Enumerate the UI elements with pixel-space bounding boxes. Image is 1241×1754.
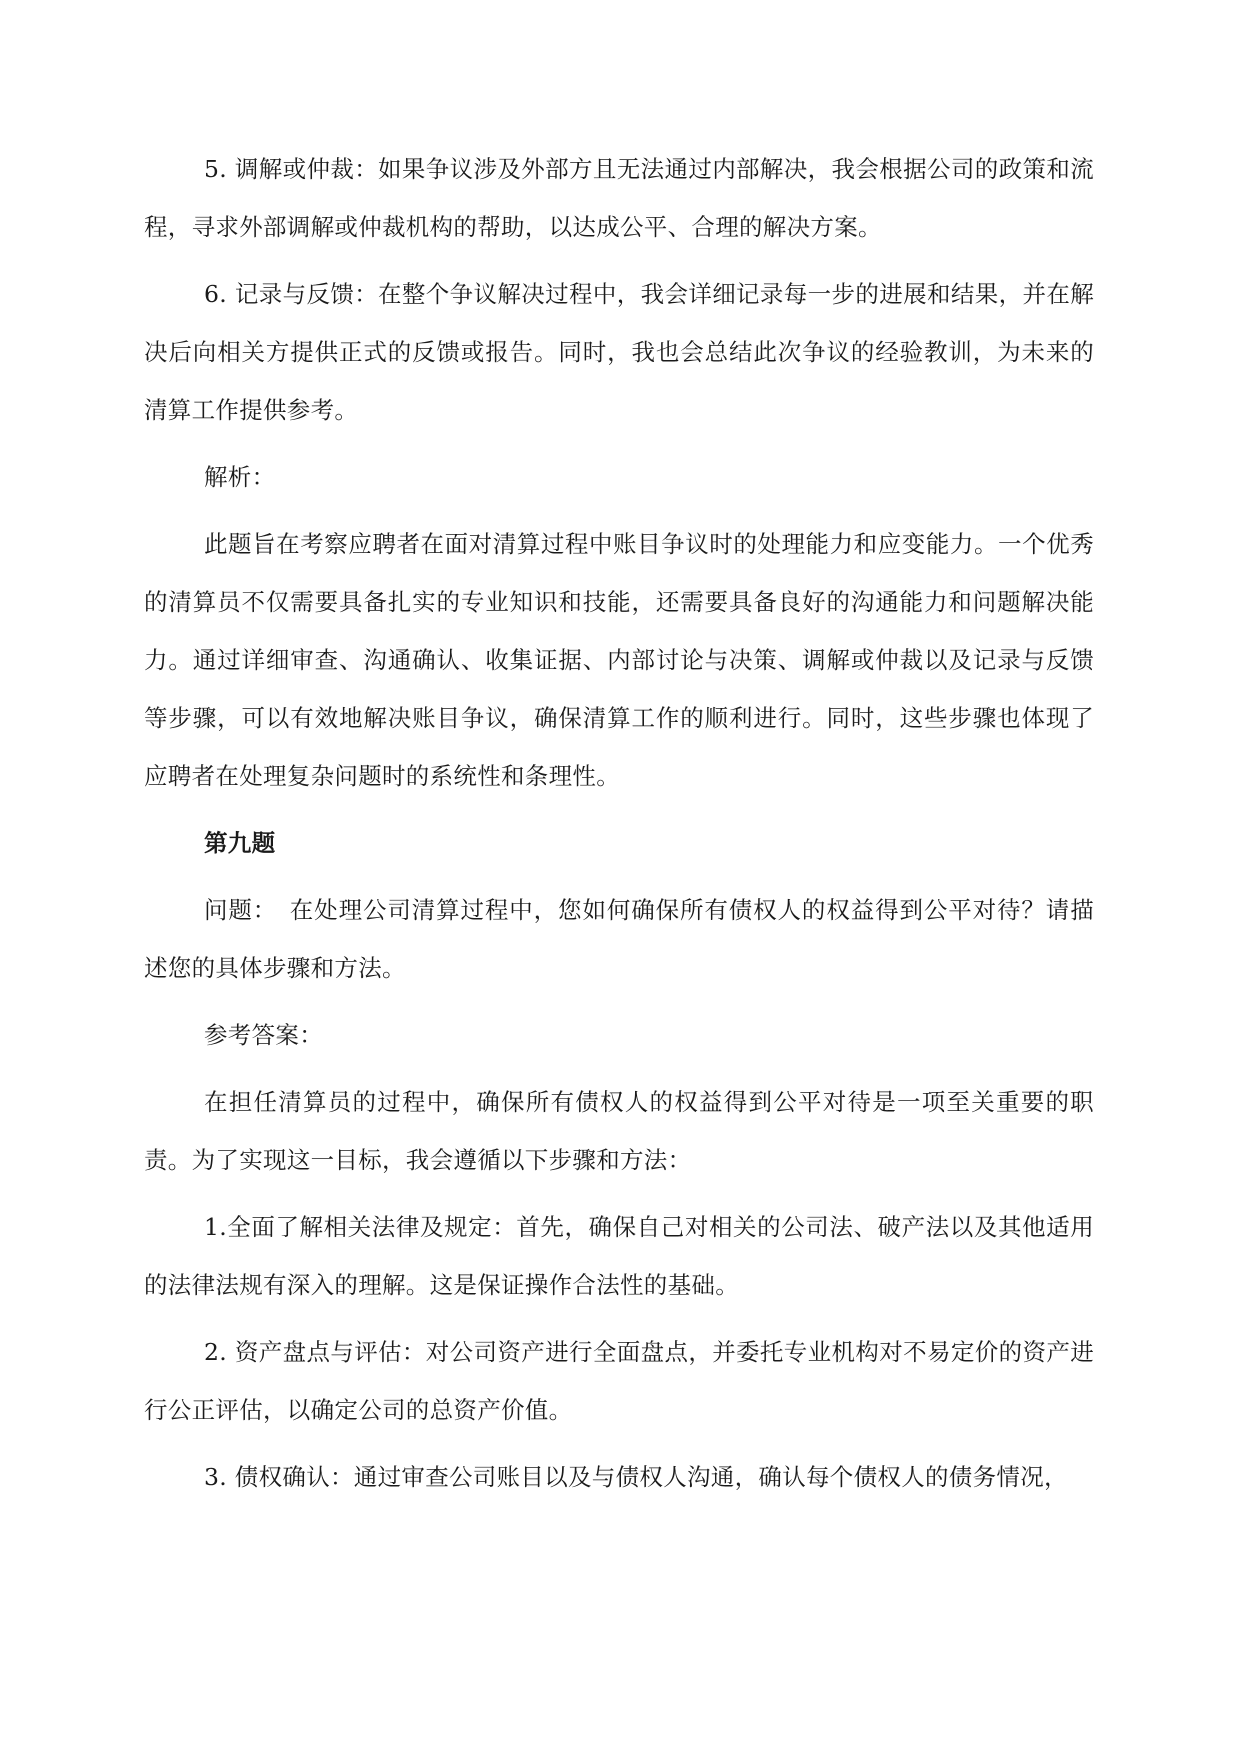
- paragraph-step-2: 2. 资产盘点与评估：对公司资产进行全面盘点，并委托专业机构对不易定价的资产进行公正评估，以确定公司的总资产价值。: [144, 1338, 1094, 1424]
- document-page: [144, 140, 1094, 1515]
- paragraph-answer-label: 参考答案：: [204, 1021, 323, 1049]
- paragraph-answer-intro: 在担任清算员的过程中，确保所有债权人的权益得到公平对待是一项至关重要的职责。为了实现这一目标，我会遵循以下步骤和方法：: [144, 1088, 1094, 1174]
- paragraph-record-feedback: 6. 记录与反馈：在整个争议解决过程中，我会详细记录每一步的进展和结果，并在解决后向相关方提供正式的反馈或报告。同时，我也会总结此次争议的经验教训，为未来的清算工作提供参考。: [144, 280, 1094, 424]
- paragraph-question: 问题： 在处理公司清算过程中，您如何确保所有债权人的权益得到公平对待？请描述您的具体步骤和方法。: [144, 896, 1094, 982]
- paragraph-analysis: 此题旨在考察应聘者在面对清算过程中账目争议时的处理能力和应变能力。一个优秀的清算员不仅需要具备扎实的专业知识和技能，还需要具备良好的沟通能力和问题解决能力。通过详细审查、沟通确认、收集证据、内部讨论与决策、调解或仲裁以及记录与反馈等步骤，可以有效地解决账目争议，确保清算工作的顺利进行。同时，这些步骤也体现了应聘者在处理复杂问题时的系统性和条理性。: [144, 530, 1094, 790]
- paragraph-mediation: 5. 调解或仲裁：如果争议涉及外部方且无法通过内部解决，我会根据公司的政策和流程，寻求外部调解或仲裁机构的帮助，以达成公平、合理的解决方案。: [144, 155, 1094, 241]
- section-heading: 第九题: [204, 829, 276, 857]
- paragraph-step-1: 1.全面了解相关法律及规定：首先，确保自己对相关的公司法、破产法以及其他适用的法律法规有深入的理解。这是保证操作合法性的基础。: [144, 1213, 1094, 1299]
- paragraph-analysis-label: 解析：: [204, 463, 276, 491]
- paragraph-step-3: 3. 债权确认：通过审查公司账目以及与债权人沟通，确认每个债权人的债务情况，: [204, 1463, 1068, 1491]
